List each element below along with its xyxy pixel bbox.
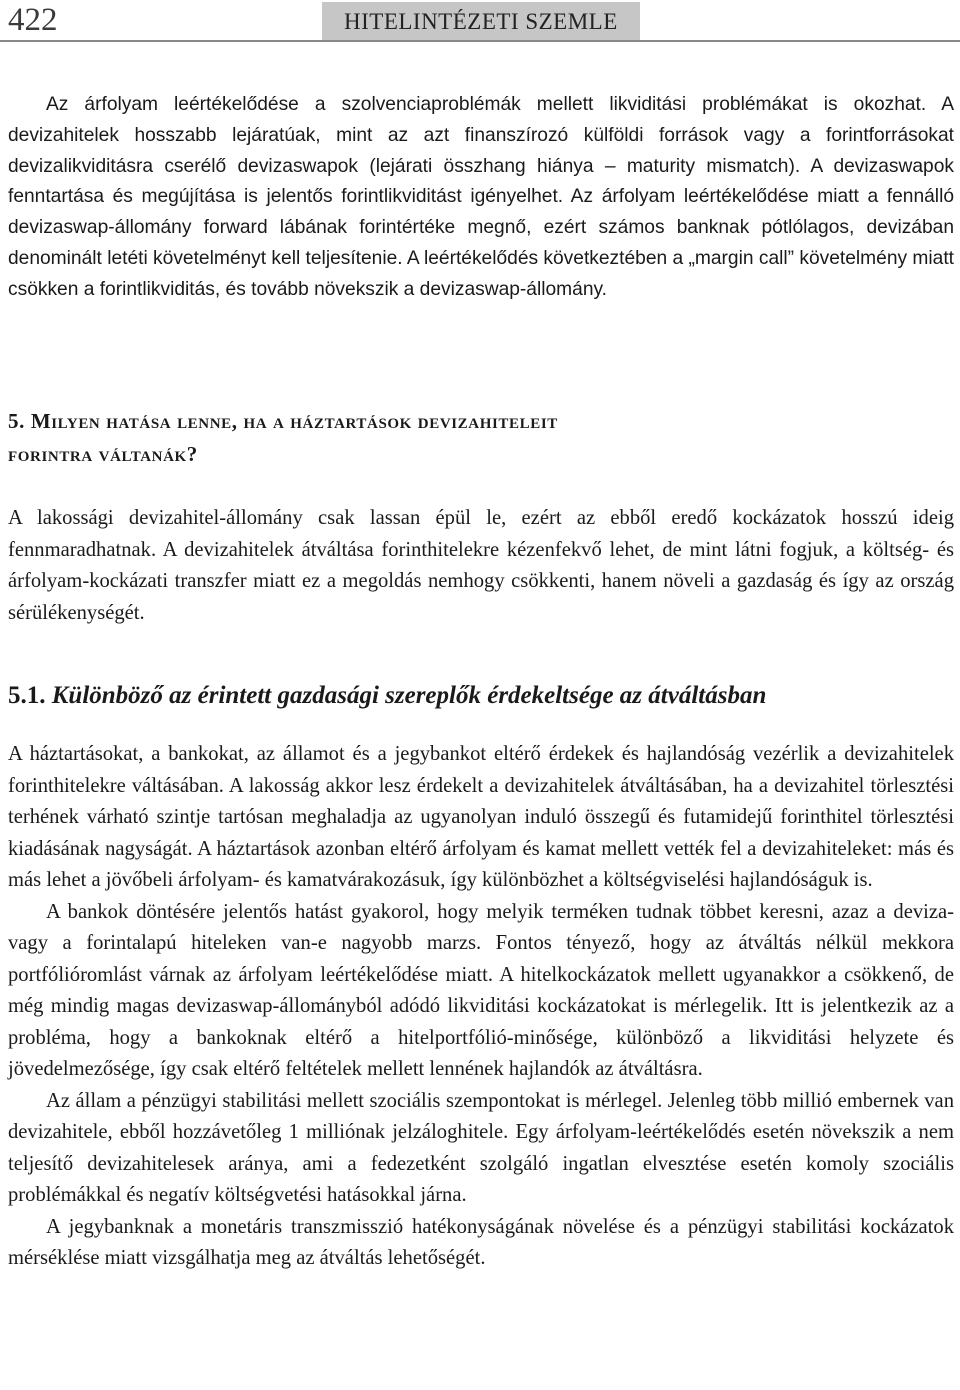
section-5-title-line2: forintra váltanák? [8, 442, 198, 466]
section-5-heading [8, 405, 908, 471]
page-number: 422 [8, 2, 58, 38]
body-paragraph: A jegybanknak a monetáris transzmisszió hatékonyságának növelése és a pénzügyi stabilitási kockázatok mérséklése miatt vizsgálhatja meg az átváltás lehetőségét. [8, 1215, 954, 1269]
intro-paragraph: Az árfolyam leértékelődése a szolvenciaproblémák mellett likviditási problémákat is okozhat. A devizahitelek hosszabb lejáratúak, mint az azt finanszírozó külföldi források vagy a forintforrásokat devizalikviditásra cserélő devizaswapok (lejárati összhang hiánya – maturity mismatch). A devizaswapok fenntartása és megújítása is jelentős forintlikviditást igényelhet. Az árfolyam leértékelődése miatt a fennálló devizaswap-állomány forward lábának forintértéke megnő, ezért számos banknak pótlólagos, devizában denominált letéti követelményt kell teljesítenie. A leértékelődés következtében a „margin call” követelmény miatt csökken a forintlikviditás, és tovább növekszik a devizaswap-állomány. [8, 94, 954, 300]
page-header [0, 0, 960, 48]
section-5-1-heading [8, 678, 954, 714]
body-paragraph: A bankok döntésére jelentős hatást gyakorol, hogy melyik terméken tudnak többet keresni, azaz a deviza- vagy a forintalapú hiteleken van-e nagyobb marzs. Fontos tényező, hogy az átváltás nélkül mekkora portfólióromlást várnak az árfolyam leértékelődése miatt. A hitelkockázatok mellett ugyanakkor a csökkenő, de még mindig magas devizaswap-állományból adódó likviditási kockázatokat is mérlegelik. Itt is jelentkezik az a probléma, hogy a bankoknak eltérő a hitelportfólió-minősége, különböző a likviditási helyzete és jövedelmezősége, így csak eltérő feltételek mellett lennének hajlandók az átváltásra. [8, 900, 954, 1080]
body-paragraph: A háztartásokat, a bankokat, az államot és a jegybankot eltérő érdekek és hajlandóság vezérlik a devizahitelek forinthitelekre váltásában. A lakosság akkor lesz érdekelt a devizahitelek átváltásában, ha a devizahitel törlesztési terhének várható szintje tartósan meghaladja az ugyanolyan induló összegű és futamidejű forinthitel törlesztési kiadásának nagyságát. A háztartások azonban eltérő árfolyam és kamat mellett vették fel a devizahiteleket: más és más lehet a jövőbeli árfolyam- és kamatvárakozásuk, így különbözhet a költségviselési hajlandóságuk is. [8, 743, 954, 891]
section-5-1-body [8, 739, 954, 1275]
section-5-1-number: 5.1. [8, 682, 46, 709]
section-5-title-line1: Milyen hatása lenne, ha a háztartások devizahiteleit [30, 409, 558, 433]
body-paragraph: Az állam a pénzügyi stabilitási mellett szociális szempontokat is mérlegel. Jelenleg több millió embernek van devizahitele, ebből hozzávetőleg 1 milliónak jelzáloghitele. Egy árfolyam-leértékelődés esetén növekszik a nem teljesítő devizahitelesek aránya, ami a fedezetként szolgáló ingatlan elvesztése esetén komoly szociális problémákkal és negatív költségvetési hatásokkal járna. [8, 1089, 954, 1206]
journal-title: HITELINTÉZETI SZEMLE [344, 9, 618, 34]
section-5-number: 5. [8, 409, 25, 433]
section-5-paragraph: A lakossági devizahitel-állomány csak lassan épül le, ezért az ebből eredő kockázatok hosszú ideig fennmaradhatnak. A devizahitelek átváltása forinthitelekre kézenfekvő lehet, de mint látni fogjuk, a költség- és árfolyam-kockázati transzfer miatt ez a megoldás nemhogy csökkenti, hanem növeli a gazdaság és így az ország sérülékenységét. [8, 507, 954, 624]
section-5-1-title: Különböző az érintett gazdasági szereplők érdekeltsége az átváltásban [51, 682, 767, 709]
header-divider [0, 40, 960, 42]
